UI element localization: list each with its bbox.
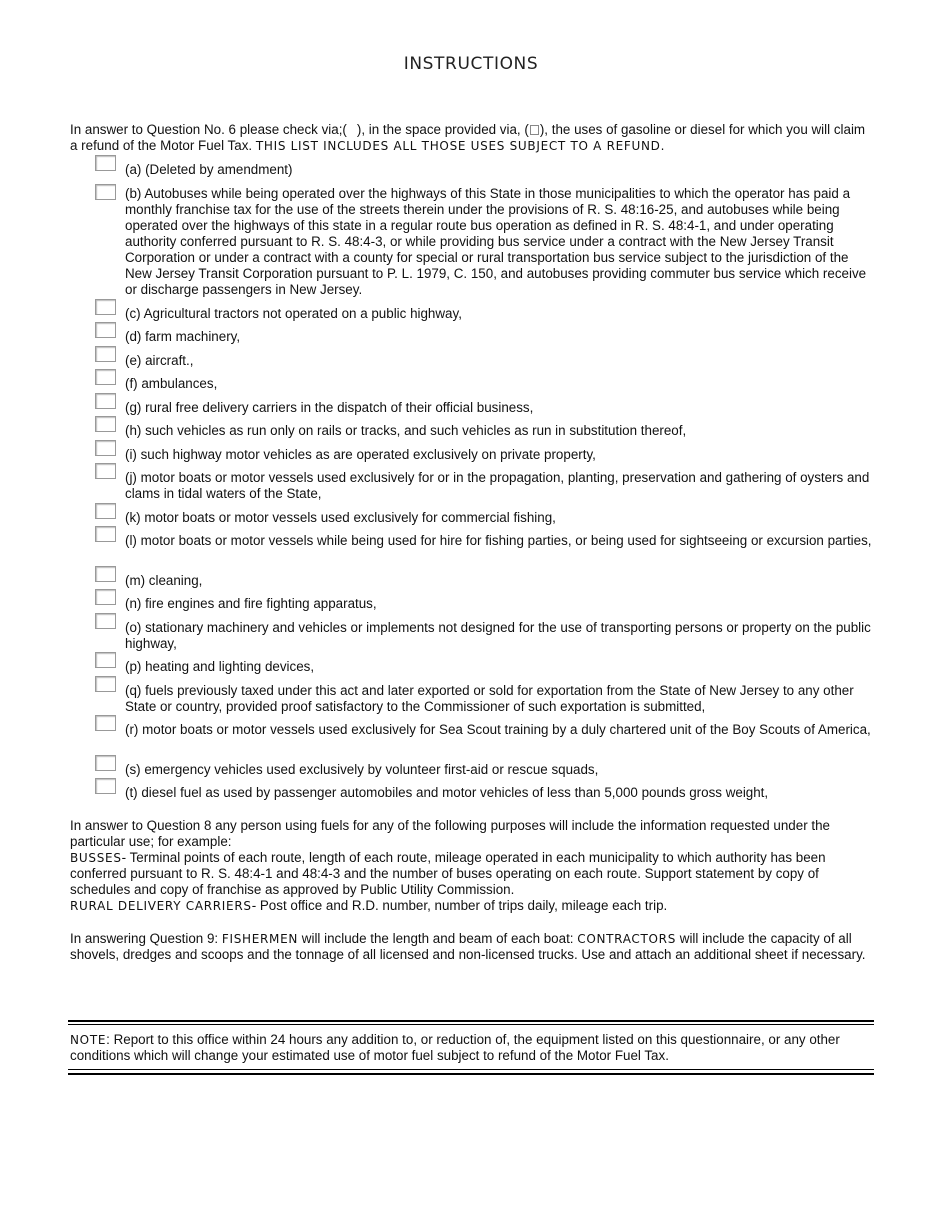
divider-bottom-thin <box>68 1069 874 1070</box>
question-8-intro: In answer to Question 8 any person using fuels for any of the following purposes will include the information requested under the particular use; for example: <box>70 818 830 849</box>
item-p-text: (p) heating and lighting devices, <box>125 659 315 674</box>
item-i-text: (i) such highway motor vehicles as are operated exclusively on private property, <box>125 447 596 462</box>
item-f-text: (f) ambulances, <box>125 376 218 391</box>
intro-text-3: ), the uses of gasoline or diesel for which you will claim a refund of the Motor Fuel Tax. <box>70 122 866 153</box>
item-j-text: (j) motor boats or motor vessels used exclusively for or in the propagation, planting, preservation and gathering of oysters and clams in tidal waters of the State, <box>125 470 870 501</box>
question-9-text-1: In answering Question 9: <box>70 931 222 946</box>
item-q-text: (q) fuels previously taxed under this act and later exported or sold for exportation from the State of New Jersey to any other State or country, provided proof satisfactory to the Commissioner of such exportation is submitted, <box>125 683 854 714</box>
checkbox-b[interactable] <box>95 184 116 200</box>
checkbox-j[interactable] <box>95 463 116 479</box>
question-8-section <box>70 818 875 914</box>
item-c-text: (c) Agricultural tractors not operated on a public highway, <box>125 306 462 321</box>
checkbox-a[interactable] <box>95 155 116 171</box>
checkbox-c[interactable] <box>95 299 116 315</box>
checkbox-o[interactable] <box>95 613 116 629</box>
intro-paragraph <box>70 122 875 154</box>
busses-text: - Terminal points of each route, length of each route, mileage operated in each municipality to which authority has been conferred pursuant to R. S. 48:4-1 and 48:4-3 and the number of buses operating on each route. Support statement by copy of schedules and copy of franchise as approved by Public Utility Commission. <box>70 850 826 897</box>
item-a-text: (a) (Deleted by amendment) <box>125 162 293 177</box>
question-9-section <box>70 931 875 963</box>
page-title: INSTRUCTIONS <box>403 54 539 74</box>
rural-paragraph <box>70 898 875 914</box>
note-label: NOTE <box>70 1033 107 1047</box>
fishermen-label: FISHERMEN <box>221 932 299 946</box>
item-d-text: (d) farm machinery, <box>125 329 241 344</box>
checkbox-g[interactable] <box>95 393 116 409</box>
checkbox-h[interactable] <box>95 416 116 432</box>
item-g-text: (g) rural free delivery carriers in the dispatch of their official business, <box>125 400 534 415</box>
divider-top-thin <box>68 1024 874 1025</box>
busses-label: BUSSES <box>70 851 122 865</box>
rural-label: RURAL DELIVERY CARRIERS <box>70 899 252 913</box>
item-s-text: (s) emergency vehicles used exclusively by volunteer first-aid or rescue squads, <box>125 762 599 777</box>
checkbox-q[interactable] <box>95 676 116 692</box>
checkbox-sample-icon <box>530 125 539 135</box>
rural-text: - Post office and R.D. number, number of trips daily, mileage each trip. <box>251 898 668 913</box>
divider-top-thick <box>68 1020 874 1022</box>
checkbox-t[interactable] <box>95 778 116 794</box>
checkbox-f[interactable] <box>95 369 116 385</box>
divider-bottom-thick <box>68 1073 874 1075</box>
checkbox-d[interactable] <box>95 322 116 338</box>
checkbox-n[interactable] <box>95 589 116 605</box>
item-h-text: (h) such vehicles as run only on rails or tracks, and such vehicles as run in substitution thereof, <box>125 423 687 438</box>
contractors-label: CONTRACTORS <box>577 932 677 946</box>
checkbox-m[interactable] <box>95 566 116 582</box>
item-l-text: (l) motor boats or motor vessels while being used for hire for fishing parties, or being used for sightseeing or excursion parties, <box>125 533 872 548</box>
note-paragraph <box>70 1032 875 1064</box>
checkbox-p[interactable] <box>95 652 116 668</box>
item-t-text: (t) diesel fuel as used by passenger automobiles and motor vehicles of less than 5,000 pounds gross weight, <box>125 785 769 800</box>
checkbox-i[interactable] <box>95 440 116 456</box>
item-k-text: (k) motor boats or motor vessels used exclusively for commercial fishing, <box>125 510 556 525</box>
checkbox-l[interactable] <box>95 526 116 542</box>
question-9-text-3: will include the capacity of all shovels, dredges and scoops and the tonnage of all licensed and non-licensed trucks. Use and attach an additional sheet if necessary. <box>70 931 866 962</box>
busses-paragraph <box>70 850 875 898</box>
checkbox-k[interactable] <box>95 503 116 519</box>
note-text: : Report to this office within 24 hours any addition to, or reduction of, the equipment listed on this questionnaire, or any other conditions which will change your estimated use of motor fuel subject to refund of the Motor Fuel Tax. <box>70 1032 840 1063</box>
checkbox-s[interactable] <box>95 755 116 771</box>
item-e-text: (e) aircraft., <box>125 353 194 368</box>
item-r-text: (r) motor boats or motor vessels used exclusively for Sea Scout training by a duly chartered unit of the Boy Scouts of America, <box>125 722 871 737</box>
item-o-text: (o) stationary machinery and vehicles or implements not designed for the use of transporting persons or property on the public highway, <box>125 620 871 651</box>
intro-text-1: In answer to Question No. 6 please check via;( <box>70 122 347 137</box>
item-b-text: (b) Autobuses while being operated over the highways of this State in those municipalities to which the operator has paid a monthly franchise tax for the use of the streets therein under the provisions of R. S. 48:16-25, and autobuses while being operated over the highways of this state in a regular route bus operation as defined in R. S. 48:4-1, and under operating authority conferred pursuant to R. S. 48:4-3, or while providing bus service under a contract with the New Jersey Transit Corporation or under a contract with a county for special or rural transportation bus service subject to the jurisdiction of the New Jersey Transit Corporation pursuant to P. L. 1979, C. 150, and autobuses providing commuter bus service which receive or discharge passengers in New Jersey. <box>125 186 867 297</box>
item-n-text: (n) fire engines and fire fighting apparatus, <box>125 596 377 611</box>
question-9-text-2: will include the length and beam of each boat: <box>298 931 578 946</box>
intro-text-2: ), in the space provided via, ( <box>356 122 529 137</box>
checkbox-r[interactable] <box>95 715 116 731</box>
checkbox-e[interactable] <box>95 346 116 362</box>
item-m-text: (m) cleaning, <box>125 573 203 588</box>
intro-caps-text: THIS LIST INCLUDES ALL THOSE USES SUBJECT TO A REFUND. <box>255 139 666 153</box>
